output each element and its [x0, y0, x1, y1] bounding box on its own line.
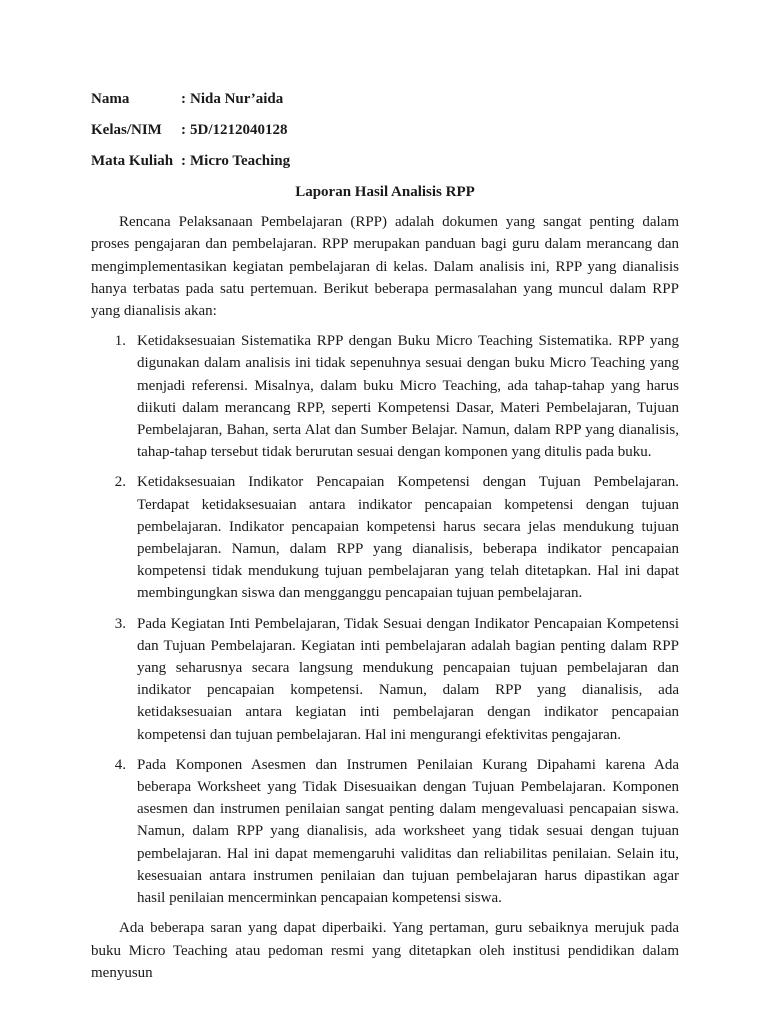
list-item-number: 1. — [114, 333, 126, 350]
document-title: Laporan Hasil Analisis RPP — [295, 184, 475, 200]
course-label: Mata Kuliah — [91, 153, 174, 169]
list-item-text: Ketidaksesuaian Sistematika RPP dengan Buku Micro Teaching Sistematika. RPP yang digunakan dalam analisis ini tidak sepenuhnya sesuai dengan buku Micro Teaching yang menjadi referensi. Misalnya, dalam buku Micro Teaching, ada tahap-tahap yang harus diikuti dalam merancang RPP, seperti Kompetensi Dasar, Materi Pembelajaran, Tujuan Pembelajaran, Bahan, serta Alat dan Sumber Belajar. Namun, dalam RPP yang dianalisis, tahap-tahap tersebut tidak berurutan sesuai dengan komponen yang ditulis pada buku. — [137, 333, 679, 461]
course-separator: : — [181, 153, 186, 169]
course-value: Micro Teaching — [190, 153, 291, 169]
list-item — [91, 754, 679, 909]
course-row — [91, 150, 679, 181]
list-item-text: Ketidaksesuaian Indikator Pencapaian Kompetensi dengan Tujuan Pembelajaran. Terdapat ketidaksesuaian antara indikator pencapaian kompetensi dengan tujuan pembelajaran. Indikator pencapaian kompetensi harus secara jelas mendukung tujuan pembelajaran. Namun, dalam RPP yang dianalisis, beberapa indikator pencapaian kompetensi tidak mendukung tujuan pembelajaran yang telah ditetapkan. Hal ini dapat membingungkan siswa dan mengganggu pencapaian tujuan pembelajaran. — [137, 474, 679, 602]
list-item-number: 4. — [114, 756, 126, 773]
closing-paragraph: Ada beberapa saran yang dapat diperbaiki. Yang pertaman, guru sebaiknya merujuk pada buku Micro Teaching atau pedoman resmi yang ditetapkan oleh institusi pendidikan dalam menyusun — [91, 920, 679, 981]
list-item-text: Pada Kegiatan Inti Pembelajaran, Tidak Sesuai dengan Indikator Pencapaian Kompetensi dan Tujuan Pembelajaran. Kegiatan inti pembelajaran adalah bagian penting dalam RPP yang seharusnya secara langsung mendukung pencapaian tujuan pembelajaran dan indikator pencapaian kompetensi. Namun, dalam RPP yang dianalisis, ada ketidaksesuaian antara kegiatan inti pembelajaran dengan indikator pencapaian kompetensi dan tujuan pembelajaran. Hal ini mengurangi efektivitas pengajaran. — [137, 615, 679, 743]
list-item — [91, 613, 679, 746]
issues-list — [91, 330, 679, 909]
name-row — [91, 88, 679, 119]
class-separator: : — [181, 122, 186, 138]
class-row — [91, 119, 679, 150]
list-item-text: Pada Komponen Asesmen dan Instrumen Penilaian Kurang Dipahami karena Ada beberapa Worksheet yang Tidak Disesuaikan dengan Tujuan Pembelajaran. Komponen asesmen dan instrumen penilaian sangat penting dalam mengevaluasi pencapaian siswa. Namun, dalam RPP yang dianalisis, ada worksheet yang tidak sesuai dengan tujuan pembelajaran. Hal ini dapat memengaruhi validitas dan reliabilitas penilaian. Selain itu, kesesuaian antara instrumen penilaian dan tujuan pembelajaran harus dipastikan agar hasil penilaian mencerminkan pencapaian kompetensi siswa. — [137, 756, 679, 907]
class-value: 5D/1212040128 — [190, 122, 288, 138]
name-separator: : — [181, 91, 186, 107]
class-label: Kelas/NIM — [91, 122, 162, 138]
list-item-number: 2. — [114, 474, 126, 491]
list-item — [91, 330, 679, 463]
list-item-number: 3. — [114, 615, 126, 632]
name-label: Nama — [91, 91, 130, 107]
name-value: Nida Nur’aida — [190, 91, 284, 107]
intro-paragraph: Rencana Pelaksanaan Pembelajaran (RPP) adalah dokumen yang sangat penting dalam proses pengajaran dan pembelajaran. RPP merupakan panduan bagi guru dalam merancang dan mengimplementasikan kegiatan pembelajaran di kelas. Dalam analisis ini, RPP yang dianalisis hanya terbatas pada satu pertemuan. Berikut beberapa permasalahan yang muncul dalam RPP yang dianalisis akan: — [91, 214, 679, 320]
list-item — [91, 471, 679, 604]
document-page — [91, 88, 679, 992]
student-info — [91, 88, 679, 181]
